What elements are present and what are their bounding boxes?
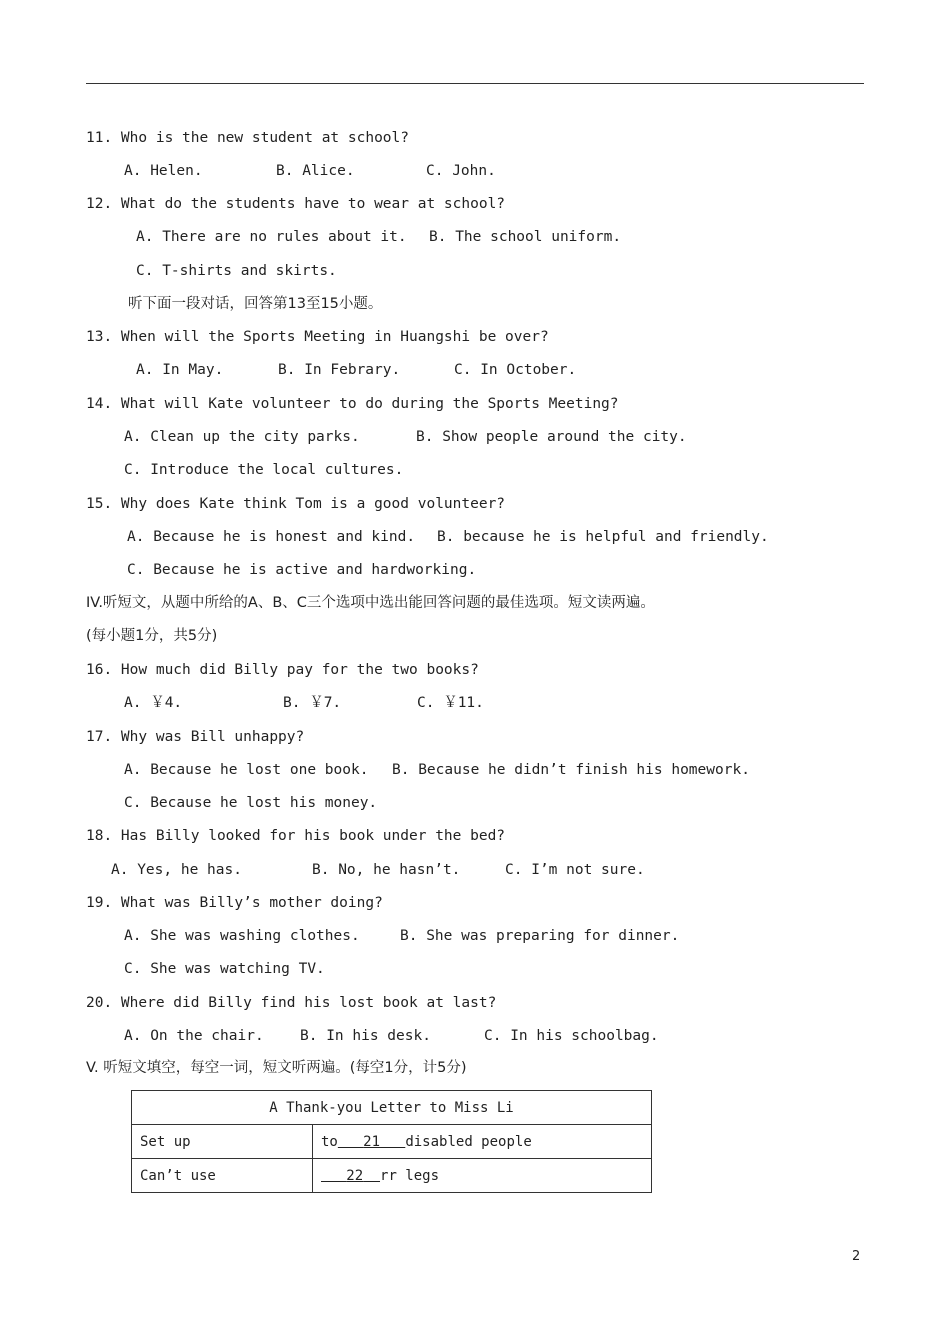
question-14-option-a: A. Clean up the city parks.	[124, 429, 360, 445]
table-row-label: Set up	[132, 1125, 313, 1159]
question-20-option-c: C. In his schoolbag.	[484, 1028, 659, 1044]
question-13-stem: 13. When will the Sports Meeting in Huangshi be over?	[86, 329, 549, 345]
table-row	[132, 1159, 652, 1193]
question-15-option-c: C. Because he is active and hardworking.	[127, 562, 477, 578]
question-13-option-b: B. In Febrary.	[278, 362, 401, 378]
page-number: 2	[852, 1249, 861, 1264]
question-18-option-b: B. No, he hasn’t.	[312, 862, 461, 878]
question-16-option-a: A. ￥4.	[124, 695, 183, 711]
instruction-13-15: 听下面一段对话，回答第13至15小题。	[128, 296, 383, 312]
question-11-option-b: B. Alice.	[276, 163, 355, 179]
section-4-scoring: (每小题1分，共5分)	[86, 628, 218, 644]
question-14-option-b: B. Show people around the city.	[416, 429, 687, 445]
question-11-option-a: A. Helen.	[124, 163, 203, 179]
row-prefix: to	[321, 1133, 338, 1150]
question-17-option-b: B. Because he didn’t finish his homework.	[392, 762, 750, 778]
question-15-stem: 15. Why does Kate think Tom is a good volunteer?	[86, 496, 506, 512]
row-suffix: disabled people	[405, 1133, 532, 1150]
section-4-instruction: IV.听短文，从题中所给的A、B、C三个选项中选出能回答问题的最佳选项。短文读两遍。	[86, 595, 655, 611]
question-15-option-a: A. Because he is honest and kind.	[127, 529, 416, 545]
question-16-option-c: C. ￥11.	[417, 695, 484, 711]
thank-you-letter-table	[131, 1090, 652, 1193]
question-18-stem: 18. Has Billy looked for his book under the bed?	[86, 828, 506, 844]
header-rule	[86, 83, 864, 84]
table-title-row	[132, 1091, 652, 1125]
question-12-option-b: B. The school uniform.	[429, 229, 622, 245]
question-19-option-c: C. She was watching TV.	[124, 961, 325, 977]
table-row-content	[313, 1159, 652, 1193]
row-suffix: rr legs	[380, 1167, 440, 1184]
question-16-option-b: B. ￥7.	[283, 695, 342, 711]
question-14-stem: 14. What will Kate volunteer to do during the Sports Meeting?	[86, 396, 619, 412]
table-row	[132, 1125, 652, 1159]
question-19-option-a: A. She was washing clothes.	[124, 928, 360, 944]
question-12-option-c: C. T-shirts and skirts.	[136, 263, 337, 279]
question-20-stem: 20. Where did Billy find his lost book at last?	[86, 995, 497, 1011]
table-row-content	[313, 1125, 652, 1159]
answer-blank-21: 21	[363, 1133, 381, 1150]
question-13-option-c: C. In October.	[454, 362, 577, 378]
table-row-label: Can’t use	[132, 1159, 313, 1193]
answer-blank-22: 22	[346, 1167, 364, 1184]
question-15-option-b: B. because he is helpful and friendly.	[437, 529, 769, 545]
question-18-option-c: C. I’m not sure.	[505, 862, 645, 878]
table-title: A Thank-you Letter to Miss Li	[132, 1091, 652, 1125]
question-17-option-a: A. Because he lost one book.	[124, 762, 369, 778]
question-12-stem: 12. What do the students have to wear at school?	[86, 196, 506, 212]
question-17-stem: 17. Why was Bill unhappy?	[86, 729, 305, 745]
question-11-option-c: C. John.	[426, 163, 496, 179]
question-19-stem: 19. What was Billy’s mother doing?	[86, 895, 383, 911]
question-20-option-a: A. On the chair.	[124, 1028, 264, 1044]
question-14-option-c: C. Introduce the local cultures.	[124, 462, 404, 478]
question-12-option-a: A. There are no rules about it.	[136, 229, 407, 245]
question-18-option-a: A. Yes, he has.	[111, 862, 242, 878]
question-17-option-c: C. Because he lost his money.	[124, 795, 378, 811]
question-20-option-b: B. In his desk.	[300, 1028, 431, 1044]
question-11-stem: 11. Who is the new student at school?	[86, 130, 410, 146]
section-5-heading: V. 听短文填空，每空一词，短文听两遍。(每空1分，计5分)	[86, 1060, 467, 1076]
question-13-option-a: A. In May.	[136, 362, 224, 378]
question-19-option-b: B. She was preparing for dinner.	[400, 928, 680, 944]
question-16-stem: 16. How much did Billy pay for the two books?	[86, 662, 479, 678]
